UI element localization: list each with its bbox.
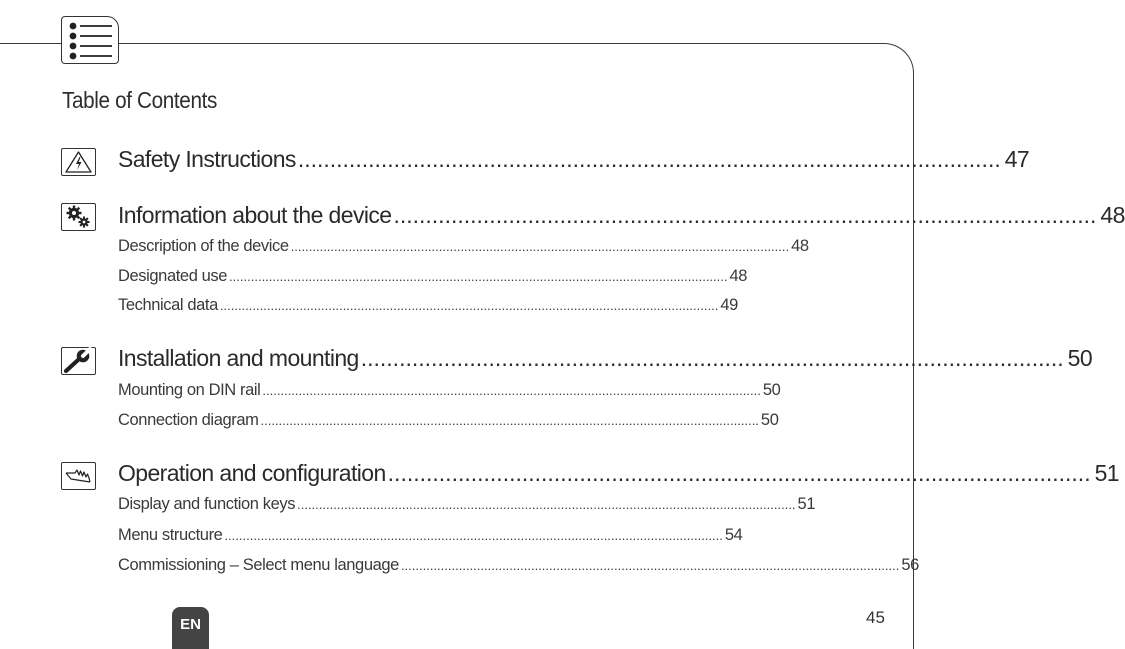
page-number: 45 (866, 608, 885, 627)
dot-leader: .......................................................................................................................................... (229, 269, 728, 284)
entry-page: 50 (762, 381, 781, 399)
toc-section-operation-and-configuration[interactable] (118, 460, 1119, 488)
section-title: Operation and configuration (118, 460, 386, 486)
dot-leader: .......................................................................................................................................... (260, 413, 759, 428)
dot-leader: .............................................................................................................. (297, 146, 1001, 172)
entry-label: Commissioning – Select menu language (118, 556, 399, 574)
section-page: 48 (1100, 202, 1125, 228)
frame-corner (856, 43, 914, 101)
entry-page: 48 (729, 267, 748, 285)
toc-entry-designated-use[interactable] (118, 267, 748, 289)
dot-leader: .......................................................................................................................................... (400, 558, 900, 573)
toc-entry-menu-structure[interactable] (118, 526, 743, 548)
dot-leader: .......................................................................................................................................... (262, 383, 761, 398)
toc-entry-commissioning-select-menu-language[interactable] (118, 556, 919, 578)
dot-leader: .......................................................................................................................................... (290, 239, 790, 254)
entry-page: 49 (720, 296, 738, 314)
section-title: Safety Instructions (118, 146, 296, 172)
toc-entry-connection-diagram[interactable] (118, 411, 779, 433)
dot-leader: .............................................................................................................. (360, 345, 1064, 371)
toc-section-information-about-the-device[interactable] (118, 202, 1125, 230)
list-icon (61, 16, 119, 64)
section-page: 50 (1067, 345, 1093, 371)
entry-label: Menu structure (118, 526, 223, 544)
entry-label: Description of the device (118, 237, 289, 255)
entry-page: 48 (791, 237, 809, 255)
gears-icon (61, 203, 96, 231)
entry-label: Designated use (118, 267, 228, 285)
section-page: 47 (1004, 146, 1030, 172)
toc-section-safety-instructions[interactable] (118, 146, 1030, 174)
toc-section-installation-and-mounting[interactable] (118, 345, 1093, 373)
dot-leader: .......................................................................................................................................... (297, 497, 796, 512)
entry-page: 50 (760, 411, 779, 429)
entry-label: Technical data (118, 296, 218, 314)
dot-leader: .............................................................................................................. (393, 202, 1097, 228)
wrench-icon (61, 347, 96, 375)
section-title: Information about the device (118, 202, 392, 228)
toc-entry-technical-data[interactable] (118, 296, 738, 318)
toc-entry-mounting-on-din-rail[interactable] (118, 381, 781, 403)
entry-label: Display and function keys (118, 495, 296, 513)
warning-lightning-icon (61, 148, 96, 176)
toc-entry-display-and-function-keys[interactable] (118, 495, 816, 517)
section-page: 51 (1094, 460, 1119, 486)
pointing-hand-icon (61, 462, 96, 490)
dot-leader: .............................................................................................................. (387, 460, 1091, 486)
entry-page: 51 (797, 495, 816, 513)
toc-entry-description-of-the-device[interactable] (118, 237, 809, 259)
entry-label: Mounting on DIN rail (118, 381, 261, 399)
dot-leader: .......................................................................................................................................... (219, 298, 719, 313)
section-title: Installation and mounting (118, 345, 359, 371)
language-badge: EN (172, 607, 209, 649)
entry-label: Connection diagram (118, 411, 259, 429)
dot-leader: .......................................................................................................................................... (224, 528, 723, 543)
entry-page: 56 (901, 556, 919, 574)
page-title: Table of Contents (62, 87, 217, 113)
entry-page: 54 (724, 526, 743, 544)
frame-top-rule (0, 43, 885, 44)
